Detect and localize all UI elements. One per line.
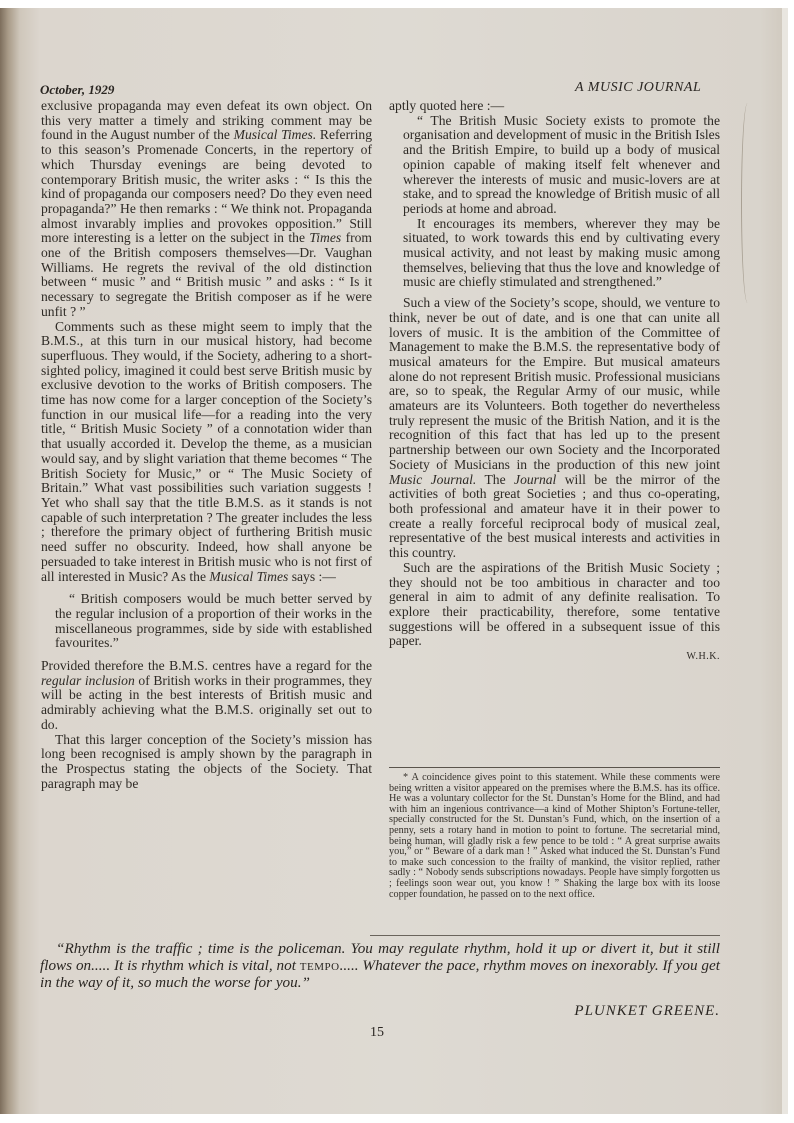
author-signature: W.H.K. (686, 651, 720, 663)
paragraph (389, 561, 720, 649)
italic-title: Journal (514, 471, 557, 487)
text-run: Referring to this season’s Promenade Concerts, in the repertory of which Thursday evenings are being devoted to contemporary British music, the writer asks : “ Is this the kind of propaganda our composers need? Do they even need propaganda?” He then remarks : “ We think not. Propaganda almost invarably implies and provokes opposition.” Still more interesting is a letter on the subject in the (41, 127, 372, 246)
block-quote (389, 114, 720, 217)
article-column-right (389, 99, 720, 665)
block-quote (389, 217, 720, 291)
text-run: exclusive propaganda may even defeat its own object. On this very matter a timely and striking comment may be found in the August number of the (41, 98, 372, 143)
text-run: The (476, 471, 515, 487)
footnote-text: * A coincidence gives point to this statement. While these comments were being written a visitor appeared on the premises where the B.M.S. has its office. He was a voluntary collector for the St. Dunstan’s Home for the Blind, and had with him an ingenious contrivance—a kind of Mother Shipton’s Fortune-teller, specially constructed for the St. Dunstan’s Fund, which, on the insertion of a penny, sets a rotary hand in motion to point to fortune. The secretarial mind, being human, will gladly risk a few pence to be told : “ A great surprise awaits you,” or “ Beware of a dark man ! ” Asked what induced the St. Dunstan’s Fund to make such concession to the frailty of mankind, the visitor replied, rather sadly : “ Nobody sends subscriptions nowadays. People have simply forgotten us ; feelings soon wear out, you know ! ” Shaking the large box with its loose copper foundation, he passed on to the next office. (389, 772, 720, 900)
closing-quote (40, 940, 720, 991)
paragraph (41, 320, 372, 585)
paragraph (389, 99, 720, 114)
text-run: Such are the aspirations of the British Music Society ; they should not be too ambitious in character and too general in aim to admit of any definite realisation. To explore their practicability, therefore, some tentative suggestions will be offered in a subsequent issue of this paper. (389, 559, 720, 649)
closing-quote-part: “Rhythm is the traffic ; time is the policeman. You may regulate rhythm, hold it up or divert it, but it still flows on..... It is rhythm which is vital, not (40, 940, 720, 974)
paragraph (41, 99, 372, 320)
closing-divider (370, 935, 720, 936)
text-run: will be the mirror of the activities of both great Societies ; and thus co-operating, both professional and amateur have it in their power to create a really forceful reciprocal body of musical zeal, representative of the best musical interests and activities in this country. (389, 471, 721, 561)
block-quote (41, 592, 372, 651)
text-run: aptly quoted here :— (389, 98, 505, 113)
page-edge-mark (741, 103, 754, 303)
text-run: Provided therefore the B.M.S. centres have a regard for the (41, 658, 372, 674)
text-run: “ British composers would be much better served by the regular inclusion of a proportion of their works in the miscellaneous programmes, side by side with established favourites.” (55, 591, 372, 651)
text-run: It encourages its members, wherever they may be situated, to work towards this end by cultivating every musical activity, and not least by making music among themselves, believing that thus the love and knowledge of music are chiefly stimulated and strengthened.” (403, 215, 720, 290)
closing-quote-part: ..... Whatever the pace, rhythm moves on inexorably. If you get in the way of it, so much the worse for you.” (40, 957, 720, 991)
paragraph (389, 296, 720, 561)
italic-title: Times (309, 230, 342, 246)
running-header-journal: A MUSIC JOURNAL (575, 80, 702, 95)
italic-title: Music Journal. (389, 471, 477, 487)
text-run: from one of the British composers themselves—Dr. Vaughan Williams. He regrets the revival of the old distinction between “ music ” and “ British music ” and asks : “ Is it necessary to segregate the British composer as if he were unfit ? ” (41, 230, 372, 319)
footnote-divider (389, 767, 720, 768)
closing-quote-author: PLUNKET GREENE. (574, 1003, 720, 1019)
paragraph (41, 659, 372, 733)
closing-quote-tempo: tempo (299, 957, 340, 974)
text-run: says :— (288, 568, 336, 584)
page-number: 15 (370, 1025, 384, 1040)
article-column-left (41, 99, 372, 791)
footnote (389, 773, 720, 900)
italic-title: regular inclusion (41, 672, 135, 688)
text-run: Comments such as these might seem to imply that the B.M.S., at this turn in our musical history, had become superfluous. They would, if the Society, adhering to a short-sighted policy, imagined it could best serve British music by exclusive devotion to the works of British composers. The time has now come for a larger conception of the Society’s function in our musical life—for a reading into the very title, “ British Music Society ” of a connotation wider than that usually accorded it. Develop the theme, as a musician would say, and by slight variation that theme becomes “ The British Society for Music,” or “ The Music Society of Britain.” What vast possibilities such variation suggests ! Yet who shall say that the title B.M.S. as it stands is not capable of such interpretation ? The greater includes the less ; therefore the primary object of furthering British music need suffer no obscurity. Indeed, how shall anyone be persuaded to take interest in British music who is not first of all interested in Music? As the (41, 318, 372, 584)
text-run: Such a view of the Society’s scope, should, we venture to think, never be out of date, and is one that can unite all lovers of music. It is the ambition of the Committee of Management to make the B.M.S. the representative body of musical amateurs for the Empire. But musical amateurs alone do not represent British music. Professional musicians are, so to speak, the Regular Army of our music, while amateurs are its Volunteers. Both together do nevertheless truly represent the music of the British Nation, and it is the recognition of this fact that has led up to the present partnership between our own Society and the Incorporated Society of Musicians in the production of this new joint (389, 295, 720, 472)
italic-title: Musical Times. (233, 127, 317, 143)
text-run: That this larger conception of the Society’s mission has long been recognised is amply shown by the paragraph in the Prospectus stating the objects of the Society. That paragraph may be (41, 731, 372, 791)
text-run: of British works in their programmes, they will be acting in the best interests of British music and admirably achieving what the B.M.S. originally set out to do. (41, 672, 372, 732)
closing-quote-text (40, 940, 720, 991)
text-run: “ The British Music Society exists to promote the organisation and development of music in the British Isles and the British Empire, to build up a body of musical opinion capable of making itself felt whenever and wherever the interests of music and music-lovers are at stake, and to spread the knowledge of British music of all periods at home and abroad. (403, 112, 720, 216)
paragraph (41, 733, 372, 792)
italic-title: Musical Times (209, 568, 289, 584)
running-header-date: October, 1929 (40, 82, 115, 97)
